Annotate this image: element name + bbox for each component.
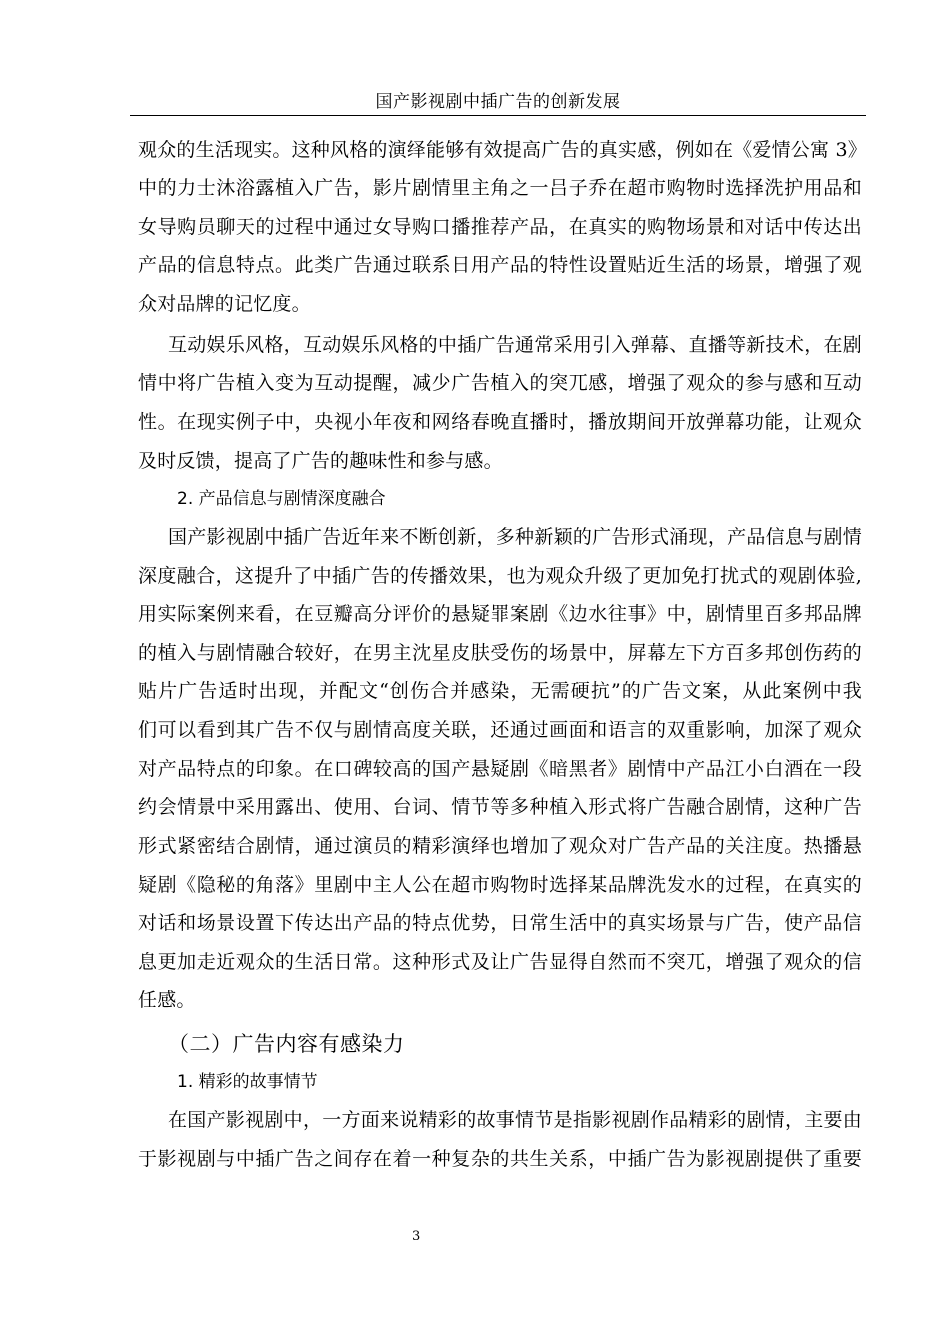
text-line: 对话和场景设置下传达出产品的特点优势，日常生活中的真实场景与广告，使产品信 [138,912,862,934]
text-line: 观众的生活现实。这种风格的演绎能够有效提高广告的真实感，例如在《爱情公寓 3》 [138,139,867,161]
section-heading: （二）广告内容有感染力 [168,1032,405,1056]
text-line: 情中将广告植入变为互动提醒，减少广告植入的突兀感，增强了观众的参与感和互动 [138,372,862,394]
text-line: 疑剧《隐秘的角落》里剧中主人公在超市购物时选择某品牌洗发水的过程，在真实的 [138,874,862,896]
text-line: 的植入与剧情融合较好，在男主沈星皮肤受伤的场景中，屏幕左下方百多邦创伤药的 [138,642,862,664]
text-line: 国产影视剧中插广告近年来不断创新，多种新颖的广告形式涌现，产品信息与剧情 [168,526,862,548]
text-line: 性。在现实例子中，央视小年夜和网络春晚直播时，播放期间开放弹幕功能，让观众 [138,411,862,433]
text-line: 及时反馈，提高了广告的趣味性和参与感。 [138,450,503,472]
text-line: 在国产影视剧中，一方面来说精彩的故事情节是指影视剧作品精彩的剧情，主要由 [168,1109,862,1131]
header-rule [130,115,866,116]
text-line: 对产品特点的印象。在口碑较高的国产悬疑剧《暗黑者》剧情中产品江小白酒在一段 [138,758,862,780]
text-line: 贴片广告适时出现，并配文“创伤合并感染，无需硬抗”的广告文案，从此案例中我 [138,680,862,702]
text-line: 深度融合，这提升了中插广告的传播效果，也为观众升级了更加免打扰式的观剧体验, [138,565,862,587]
subheading: 1. 精彩的故事情节 [177,1072,318,1092]
text-line: 息更加走近观众的生活日常。这种形式及让广告显得自然而不突兀，增强了观众的信 [138,951,862,973]
text-line: 约会情景中采用露出、使用、台词、情节等多种植入形式将广告融合剧情，这种广告 [138,796,862,818]
running-header: 国产影视剧中插广告的创新发展 [375,92,621,112]
text-line: 任感。 [138,989,196,1011]
text-line: 中的力士沐浴露植入广告，影片剧情里主角之一吕子乔在超市购物时选择洗护用品和 [138,177,862,199]
text-line: 们可以看到其广告不仅与剧情高度关联，还通过画面和语言的双重影响，加深了观众 [138,719,862,741]
text-line: 形式紧密结合剧情，通过演员的精彩演绎也增加了观众对广告产品的关注度。热播悬 [138,835,862,857]
text-line: 于影视剧与中插广告之间存在着一种复杂的共生关系，中插广告为影视剧提供了重要 [138,1148,862,1170]
text-line: 众对品牌的记忆度。 [138,293,311,315]
text-line: 互动娱乐风格，互动娱乐风格的中插广告通常采用引入弹幕、直播等新技术，在剧 [168,334,862,356]
text-line: 女导购员聊天的过程中通过女导购口播推荐产品，在真实的购物场景和对话中传达出 [138,216,862,238]
page-number: 3 [412,1229,421,1244]
text-line: 产品的信息特点。此类广告通过联系日用产品的特性设置贴近生活的场景，增强了观 [138,254,862,276]
subheading: 2. 产品信息与剧情深度融合 [177,489,386,509]
text-line: 用实际案例来看，在豆瓣高分评价的悬疑罪案剧《边水往事》中，剧情里百多邦品牌 [138,603,862,625]
